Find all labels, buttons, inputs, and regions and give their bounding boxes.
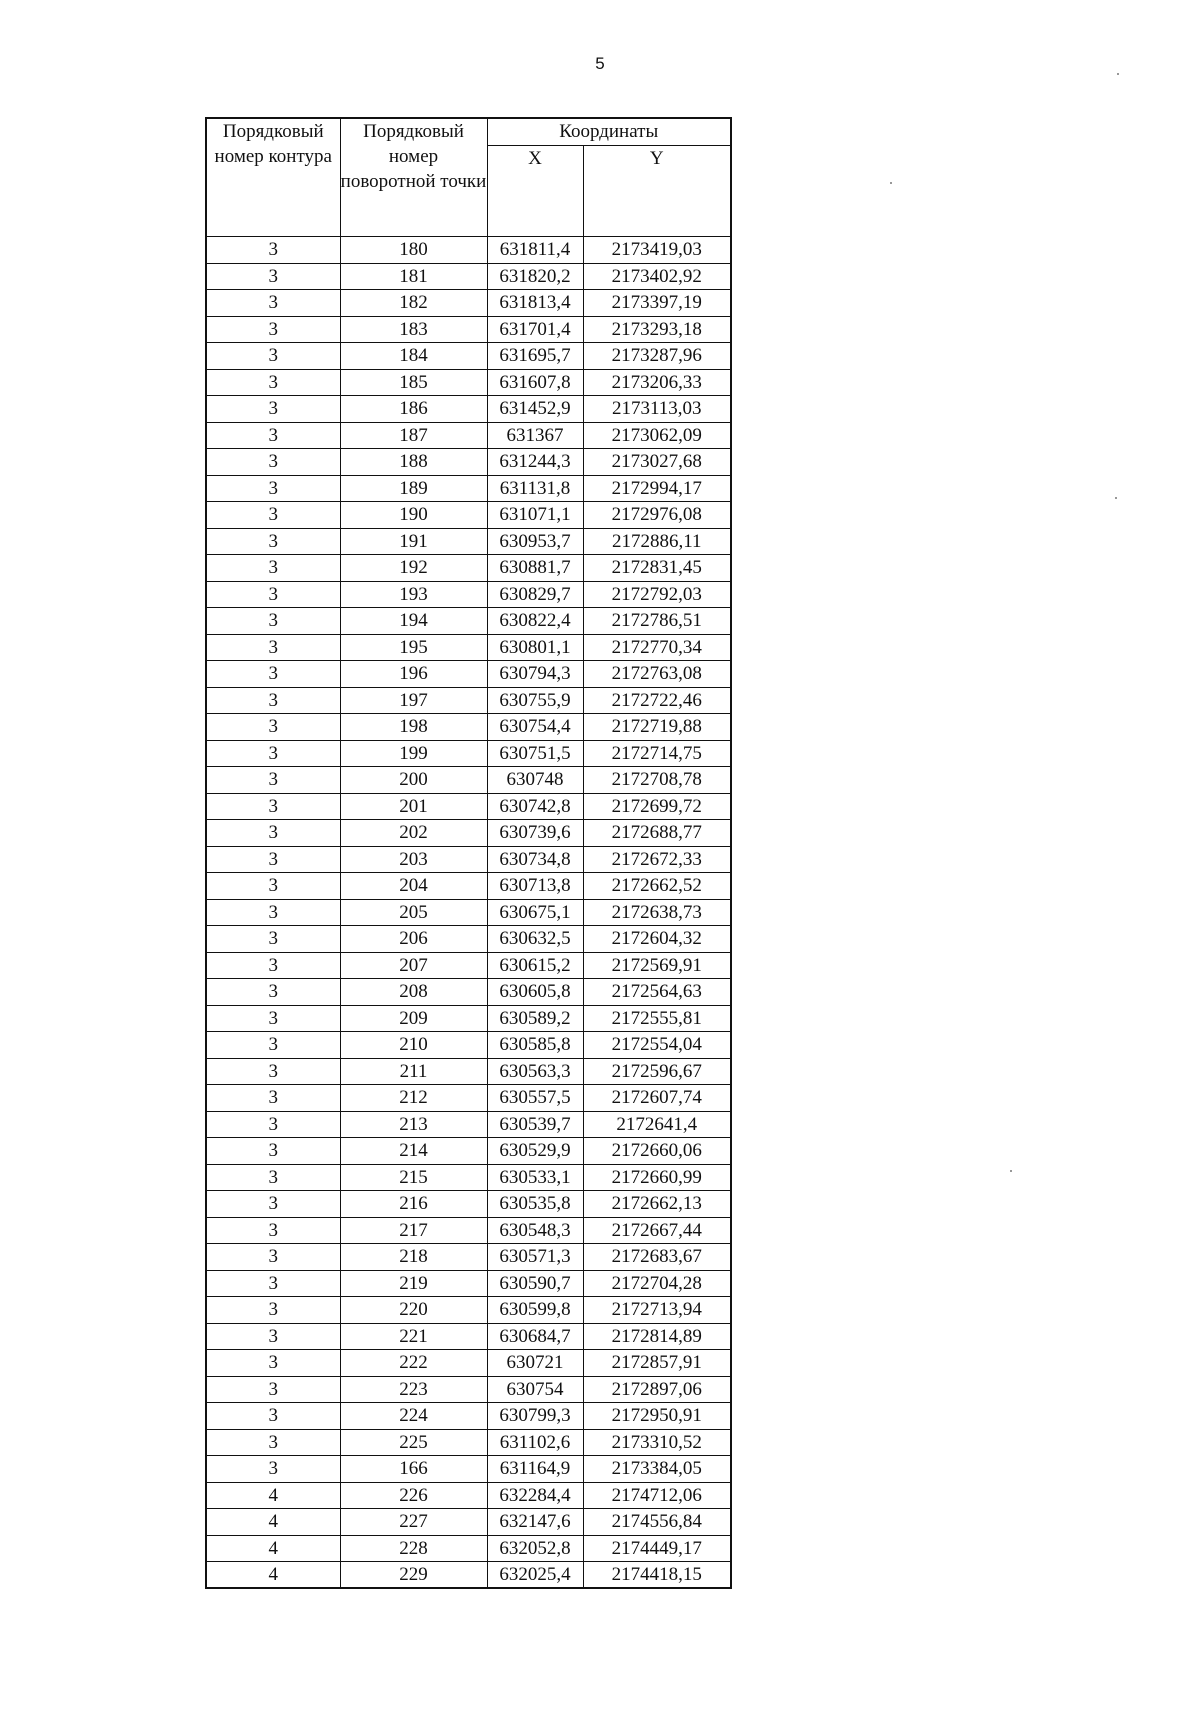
coordinates-table	[205, 117, 732, 1589]
point-number-cell: 184	[340, 343, 487, 370]
y-coordinate-cell: 2172814,89	[583, 1323, 731, 1350]
contour-number-cell: 3	[206, 343, 340, 370]
y-coordinate-cell: 2172792,03	[583, 581, 731, 608]
point-number-cell: 199	[340, 740, 487, 767]
y-coordinate-cell: 2172564,63	[583, 979, 731, 1006]
table-row	[206, 1297, 731, 1324]
contour-number-cell: 3	[206, 1111, 340, 1138]
y-coordinate-cell: 2172672,33	[583, 846, 731, 873]
x-coordinate-cell: 630953,7	[487, 528, 583, 555]
contour-number-cell: 3	[206, 608, 340, 635]
point-number-cell: 206	[340, 926, 487, 953]
point-number-cell: 201	[340, 793, 487, 820]
table-row	[206, 899, 731, 926]
point-number-cell: 197	[340, 687, 487, 714]
x-coordinate-cell: 632025,4	[487, 1562, 583, 1589]
y-coordinate-cell: 2173287,96	[583, 343, 731, 370]
table-row	[206, 634, 731, 661]
scan-speck	[1115, 497, 1117, 499]
table-row	[206, 952, 731, 979]
y-coordinate-cell: 2172763,08	[583, 661, 731, 688]
point-number-cell: 205	[340, 899, 487, 926]
contour-number-cell: 3	[206, 290, 340, 317]
contour-number-cell: 3	[206, 369, 340, 396]
x-coordinate-cell: 630829,7	[487, 581, 583, 608]
table-row	[206, 1429, 731, 1456]
contour-number-cell: 3	[206, 502, 340, 529]
point-number-cell: 223	[340, 1376, 487, 1403]
contour-number-cell: 3	[206, 475, 340, 502]
point-number-cell: 182	[340, 290, 487, 317]
x-coordinate-cell: 631102,6	[487, 1429, 583, 1456]
table-row	[206, 475, 731, 502]
y-coordinate-cell: 2172641,4	[583, 1111, 731, 1138]
x-coordinate-cell: 630632,5	[487, 926, 583, 953]
contour-number-cell: 3	[206, 422, 340, 449]
point-number-cell: 202	[340, 820, 487, 847]
point-number-cell: 203	[340, 846, 487, 873]
scan-speck	[890, 182, 892, 184]
x-coordinate-cell: 630585,8	[487, 1032, 583, 1059]
x-coordinate-cell: 631367	[487, 422, 583, 449]
contour-number-cell: 3	[206, 661, 340, 688]
point-number-cell: 187	[340, 422, 487, 449]
x-coordinate-cell: 631131,8	[487, 475, 583, 502]
point-number-cell: 225	[340, 1429, 487, 1456]
y-coordinate-cell: 2174556,84	[583, 1509, 731, 1536]
x-coordinate-cell: 630742,8	[487, 793, 583, 820]
y-coordinate-cell: 2172662,13	[583, 1191, 731, 1218]
x-coordinate-cell: 630589,2	[487, 1005, 583, 1032]
y-coordinate-cell: 2172596,67	[583, 1058, 731, 1085]
contour-number-cell: 3	[206, 1138, 340, 1165]
x-coordinate-cell: 631607,8	[487, 369, 583, 396]
table-row	[206, 1217, 731, 1244]
point-number-cell: 166	[340, 1456, 487, 1483]
contour-number-cell: 3	[206, 396, 340, 423]
table-row	[206, 422, 731, 449]
point-number-cell: 180	[340, 237, 487, 264]
table-row	[206, 846, 731, 873]
y-coordinate-cell: 2172554,04	[583, 1032, 731, 1059]
y-coordinate-cell: 2172831,45	[583, 555, 731, 582]
point-number-cell: 209	[340, 1005, 487, 1032]
point-number-cell: 214	[340, 1138, 487, 1165]
contour-number-cell: 3	[206, 740, 340, 767]
table-header	[206, 118, 731, 237]
table-row	[206, 1456, 731, 1483]
y-coordinate-cell: 2172688,77	[583, 820, 731, 847]
contour-number-cell: 3	[206, 846, 340, 873]
page-number: 5	[595, 54, 605, 73]
point-number-cell: 185	[340, 369, 487, 396]
y-coordinate-cell: 2172667,44	[583, 1217, 731, 1244]
x-coordinate-cell: 631813,4	[487, 290, 583, 317]
point-number-cell: 222	[340, 1350, 487, 1377]
y-coordinate-cell: 2173384,05	[583, 1456, 731, 1483]
point-number-cell: 190	[340, 502, 487, 529]
y-coordinate-cell: 2173419,03	[583, 237, 731, 264]
table-row	[206, 1562, 731, 1589]
y-coordinate-cell: 2172660,99	[583, 1164, 731, 1191]
contour-number-cell: 3	[206, 1005, 340, 1032]
point-number-cell: 218	[340, 1244, 487, 1271]
table-row	[206, 1535, 731, 1562]
table-row	[206, 581, 731, 608]
x-coordinate-cell: 631695,7	[487, 343, 583, 370]
x-coordinate-cell: 630590,7	[487, 1270, 583, 1297]
point-number-cell: 186	[340, 396, 487, 423]
x-coordinate-cell: 630615,2	[487, 952, 583, 979]
table-row	[206, 343, 731, 370]
contour-number-cell: 3	[206, 581, 340, 608]
table-row	[206, 1270, 731, 1297]
table-row	[206, 1244, 731, 1271]
table-row	[206, 767, 731, 794]
contour-number-cell: 3	[206, 899, 340, 926]
contour-number-cell: 3	[206, 634, 340, 661]
contour-number-cell: 3	[206, 873, 340, 900]
contour-number-cell: 3	[206, 820, 340, 847]
x-coordinate-cell: 630533,1	[487, 1164, 583, 1191]
point-number-cell: 204	[340, 873, 487, 900]
scan-speck	[1010, 1170, 1012, 1172]
contour-number-cell: 3	[206, 449, 340, 476]
table-row	[206, 237, 731, 264]
y-coordinate-cell: 2173310,52	[583, 1429, 731, 1456]
y-coordinate-cell: 2173113,03	[583, 396, 731, 423]
contour-number-cell: 3	[206, 1217, 340, 1244]
x-coordinate-cell: 630605,8	[487, 979, 583, 1006]
point-number-cell: 196	[340, 661, 487, 688]
y-coordinate-cell: 2173402,92	[583, 263, 731, 290]
x-coordinate-cell: 632284,4	[487, 1482, 583, 1509]
y-coordinate-cell: 2172722,46	[583, 687, 731, 714]
table-row	[206, 926, 731, 953]
x-coordinate-cell: 630599,8	[487, 1297, 583, 1324]
y-coordinate-cell: 2173397,19	[583, 290, 731, 317]
x-coordinate-cell: 630713,8	[487, 873, 583, 900]
x-coordinate-cell: 630684,7	[487, 1323, 583, 1350]
x-coordinate-cell: 630571,3	[487, 1244, 583, 1271]
y-coordinate-cell: 2172719,88	[583, 714, 731, 741]
y-coordinate-cell: 2173027,68	[583, 449, 731, 476]
x-coordinate-cell: 631701,4	[487, 316, 583, 343]
y-coordinate-cell: 2173062,09	[583, 422, 731, 449]
y-coordinate-cell: 2172638,73	[583, 899, 731, 926]
contour-number-header: Порядковый номер контура	[206, 118, 340, 237]
table-row	[206, 369, 731, 396]
point-number-cell: 191	[340, 528, 487, 555]
y-coordinate-cell: 2172704,28	[583, 1270, 731, 1297]
point-number-cell: 227	[340, 1509, 487, 1536]
point-number-cell: 228	[340, 1535, 487, 1562]
table-row	[206, 1058, 731, 1085]
x-coordinate-cell: 630675,1	[487, 899, 583, 926]
point-number-cell: 192	[340, 555, 487, 582]
y-coordinate-cell: 2172683,67	[583, 1244, 731, 1271]
table-row	[206, 608, 731, 635]
contour-number-cell: 3	[206, 1058, 340, 1085]
y-coordinate-cell: 2172604,32	[583, 926, 731, 953]
contour-number-cell: 3	[206, 263, 340, 290]
y-coordinate-cell: 2173293,18	[583, 316, 731, 343]
point-number-cell: 215	[340, 1164, 487, 1191]
y-coordinate-cell: 2172713,94	[583, 1297, 731, 1324]
table-row	[206, 1323, 731, 1350]
point-number-cell: 219	[340, 1270, 487, 1297]
x-coordinate-cell: 630822,4	[487, 608, 583, 635]
x-coordinate-cell: 630751,5	[487, 740, 583, 767]
contour-number-cell: 4	[206, 1482, 340, 1509]
x-coordinate-cell: 630881,7	[487, 555, 583, 582]
point-number-cell: 224	[340, 1403, 487, 1430]
point-number-cell: 200	[340, 767, 487, 794]
table-row	[206, 1191, 731, 1218]
table-row	[206, 1111, 731, 1138]
table-row	[206, 528, 731, 555]
x-coordinate-cell: 631811,4	[487, 237, 583, 264]
contour-number-cell: 3	[206, 1032, 340, 1059]
point-number-cell: 229	[340, 1562, 487, 1589]
contour-number-cell: 3	[206, 316, 340, 343]
point-number-cell: 189	[340, 475, 487, 502]
contour-number-cell: 3	[206, 1297, 340, 1324]
scan-speck	[1117, 73, 1119, 75]
x-header: X	[487, 146, 583, 237]
y-coordinate-cell: 2172857,91	[583, 1350, 731, 1377]
x-coordinate-cell: 630748	[487, 767, 583, 794]
point-number-cell: 220	[340, 1297, 487, 1324]
table-row	[206, 873, 731, 900]
point-number-cell: 213	[340, 1111, 487, 1138]
x-coordinate-cell: 631820,2	[487, 263, 583, 290]
table-row	[206, 979, 731, 1006]
table-row	[206, 1509, 731, 1536]
y-coordinate-cell: 2172569,91	[583, 952, 731, 979]
x-coordinate-cell: 631244,3	[487, 449, 583, 476]
point-number-cell: 183	[340, 316, 487, 343]
table-row	[206, 1005, 731, 1032]
point-number-cell: 193	[340, 581, 487, 608]
x-coordinate-cell: 630754,4	[487, 714, 583, 741]
x-coordinate-cell: 630754	[487, 1376, 583, 1403]
x-coordinate-cell: 631164,9	[487, 1456, 583, 1483]
point-number-cell: 221	[340, 1323, 487, 1350]
table-row	[206, 793, 731, 820]
contour-number-cell: 3	[206, 1376, 340, 1403]
contour-number-cell: 3	[206, 1323, 340, 1350]
table-row	[206, 449, 731, 476]
x-coordinate-cell: 630801,1	[487, 634, 583, 661]
table-row	[206, 1085, 731, 1112]
x-coordinate-cell: 630739,6	[487, 820, 583, 847]
x-coordinate-cell: 630799,3	[487, 1403, 583, 1430]
contour-number-cell: 3	[206, 1164, 340, 1191]
table-row	[206, 263, 731, 290]
x-coordinate-cell: 631071,1	[487, 502, 583, 529]
point-number-cell: 207	[340, 952, 487, 979]
contour-number-cell: 3	[206, 1244, 340, 1271]
y-coordinate-cell: 2174712,06	[583, 1482, 731, 1509]
point-number-cell: 194	[340, 608, 487, 635]
y-coordinate-cell: 2172897,06	[583, 1376, 731, 1403]
x-coordinate-cell: 631452,9	[487, 396, 583, 423]
table-row	[206, 1164, 731, 1191]
y-header: Y	[583, 146, 731, 237]
point-number-cell: 217	[340, 1217, 487, 1244]
table-row	[206, 1482, 731, 1509]
point-number-cell: 211	[340, 1058, 487, 1085]
table-row	[206, 1350, 731, 1377]
contour-number-cell: 4	[206, 1535, 340, 1562]
x-coordinate-cell: 630529,9	[487, 1138, 583, 1165]
y-coordinate-cell: 2172786,51	[583, 608, 731, 635]
contour-number-cell: 3	[206, 1350, 340, 1377]
table-row	[206, 1032, 731, 1059]
contour-number-cell: 3	[206, 1403, 340, 1430]
point-number-cell: 188	[340, 449, 487, 476]
y-coordinate-cell: 2173206,33	[583, 369, 731, 396]
table-row	[206, 396, 731, 423]
contour-number-cell: 3	[206, 979, 340, 1006]
y-coordinate-cell: 2172886,11	[583, 528, 731, 555]
table-row	[206, 1376, 731, 1403]
contour-number-cell: 3	[206, 1456, 340, 1483]
y-coordinate-cell: 2174418,15	[583, 1562, 731, 1589]
contour-number-cell: 3	[206, 793, 340, 820]
point-number-cell: 216	[340, 1191, 487, 1218]
contour-number-cell: 4	[206, 1509, 340, 1536]
point-number-header: Порядковый номер поворотной точки	[340, 118, 487, 237]
table-row	[206, 820, 731, 847]
y-coordinate-cell: 2172607,74	[583, 1085, 731, 1112]
point-number-cell: 181	[340, 263, 487, 290]
contour-number-cell: 3	[206, 926, 340, 953]
x-coordinate-cell: 632147,6	[487, 1509, 583, 1536]
y-coordinate-cell: 2172699,72	[583, 793, 731, 820]
contour-number-cell: 3	[206, 1191, 340, 1218]
x-coordinate-cell: 630548,3	[487, 1217, 583, 1244]
contour-number-cell: 3	[206, 952, 340, 979]
contour-number-cell: 4	[206, 1562, 340, 1589]
point-number-cell: 198	[340, 714, 487, 741]
table-row	[206, 687, 731, 714]
table-row	[206, 661, 731, 688]
point-number-cell: 208	[340, 979, 487, 1006]
contour-number-cell: 3	[206, 1429, 340, 1456]
point-number-cell: 195	[340, 634, 487, 661]
point-number-cell: 212	[340, 1085, 487, 1112]
y-coordinate-cell: 2172714,75	[583, 740, 731, 767]
x-coordinate-cell: 630734,8	[487, 846, 583, 873]
contour-number-cell: 3	[206, 714, 340, 741]
x-coordinate-cell: 630539,7	[487, 1111, 583, 1138]
contour-number-cell: 3	[206, 1085, 340, 1112]
x-coordinate-cell: 630794,3	[487, 661, 583, 688]
contour-number-cell: 3	[206, 528, 340, 555]
contour-number-cell: 3	[206, 237, 340, 264]
y-coordinate-cell: 2172994,17	[583, 475, 731, 502]
y-coordinate-cell: 2172950,91	[583, 1403, 731, 1430]
x-coordinate-cell: 630563,3	[487, 1058, 583, 1085]
y-coordinate-cell: 2172660,06	[583, 1138, 731, 1165]
x-coordinate-cell: 630557,5	[487, 1085, 583, 1112]
table-body	[206, 237, 731, 1589]
point-number-cell: 226	[340, 1482, 487, 1509]
table-row	[206, 1138, 731, 1165]
coordinates-header: Координаты	[487, 118, 731, 146]
x-coordinate-cell: 632052,8	[487, 1535, 583, 1562]
y-coordinate-cell: 2172662,52	[583, 873, 731, 900]
contour-number-cell: 3	[206, 555, 340, 582]
x-coordinate-cell: 630721	[487, 1350, 583, 1377]
table-row	[206, 1403, 731, 1430]
table-row	[206, 740, 731, 767]
contour-number-cell: 3	[206, 1270, 340, 1297]
table-row	[206, 555, 731, 582]
table-row	[206, 714, 731, 741]
y-coordinate-cell: 2172708,78	[583, 767, 731, 794]
x-coordinate-cell: 630755,9	[487, 687, 583, 714]
point-number-cell: 210	[340, 1032, 487, 1059]
contour-number-cell: 3	[206, 767, 340, 794]
y-coordinate-cell: 2172555,81	[583, 1005, 731, 1032]
table-row	[206, 316, 731, 343]
table-row	[206, 502, 731, 529]
contour-number-cell: 3	[206, 687, 340, 714]
y-coordinate-cell: 2174449,17	[583, 1535, 731, 1562]
y-coordinate-cell: 2172976,08	[583, 502, 731, 529]
table-row	[206, 290, 731, 317]
x-coordinate-cell: 630535,8	[487, 1191, 583, 1218]
y-coordinate-cell: 2172770,34	[583, 634, 731, 661]
